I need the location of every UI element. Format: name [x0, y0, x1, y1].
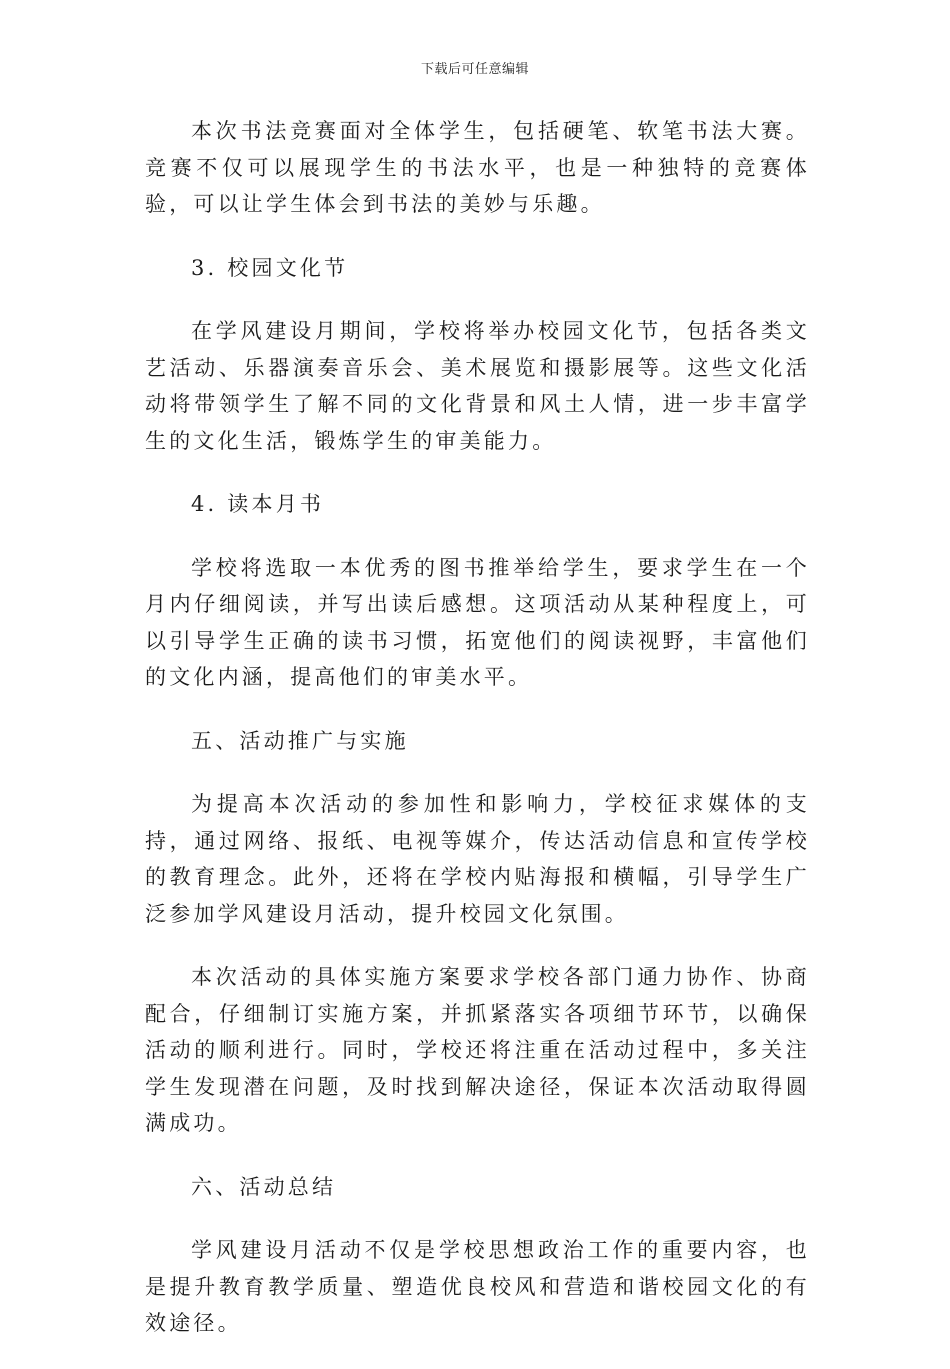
header-note: 下载后可任意编辑: [420, 62, 529, 77]
paragraph-implementation: 本次活动的具体实施方案要求学校各部门通力协作、协商配合，仔细制订实施方案，并抓紧落实各项细节环节，以确保活动的顺利进行。同时，学校还将注重在活动过程中，多关注学生发现潜在问题，及时找到解决途径，保证本次活动取得圆满成功。: [145, 965, 810, 1135]
heading-activity-summary: 六、活动总结: [191, 1174, 337, 1199]
paragraph-summary: 学风建设月活动不仅是学校思想政治工作的重要内容，也是提升教育教学质量、塑造优良校风和营造和谐校园文化的有效途径。: [145, 1238, 810, 1335]
paragraph-culture-festival: 在学风建设月期间，学校将举办校园文化节，包括各类文艺活动、乐器演奏音乐会、美术展览和摄影展等。这些文化活动将带领学生了解不同的文化背景和风土人情，进一步丰富学生的文化生活，锻炼学生的审美能力。: [145, 319, 810, 453]
document-body: [145, 113, 810, 1369]
paragraph-promotion: 为提高本次活动的参加性和影响力，学校征求媒体的支持，通过网络、报纸、电视等媒介，传达活动信息和宣传学校的教育理念。此外，还将在学校内贴海报和横幅，引导学生广泛参加学风建设月活动，提升校园文化氛围。: [145, 792, 810, 926]
heading-promotion-implementation: 五、活动推广与实施: [191, 728, 409, 753]
paragraph-monthly-book: 学校将选取一本优秀的图书推举给学生，要求学生在一个月内仔细阅读，并写出读后感想。这项活动从某种程度上，可以引导学生正确的读书习惯，拓宽他们的阅读视野，丰富他们的文化内涵，提高他们的审美水平。: [145, 555, 810, 689]
paragraph-calligraphy-contest: 本次书法竞赛面对全体学生，包括硬笔、软笔书法大赛。竞赛不仅可以展现学生的书法水平，也是一种独特的竞赛体验，可以让学生体会到书法的美妙与乐趣。: [145, 119, 810, 216]
heading-campus-culture-festival: 3. 校园文化节: [191, 255, 349, 280]
heading-monthly-book: 4. 读本月书: [191, 492, 325, 516]
